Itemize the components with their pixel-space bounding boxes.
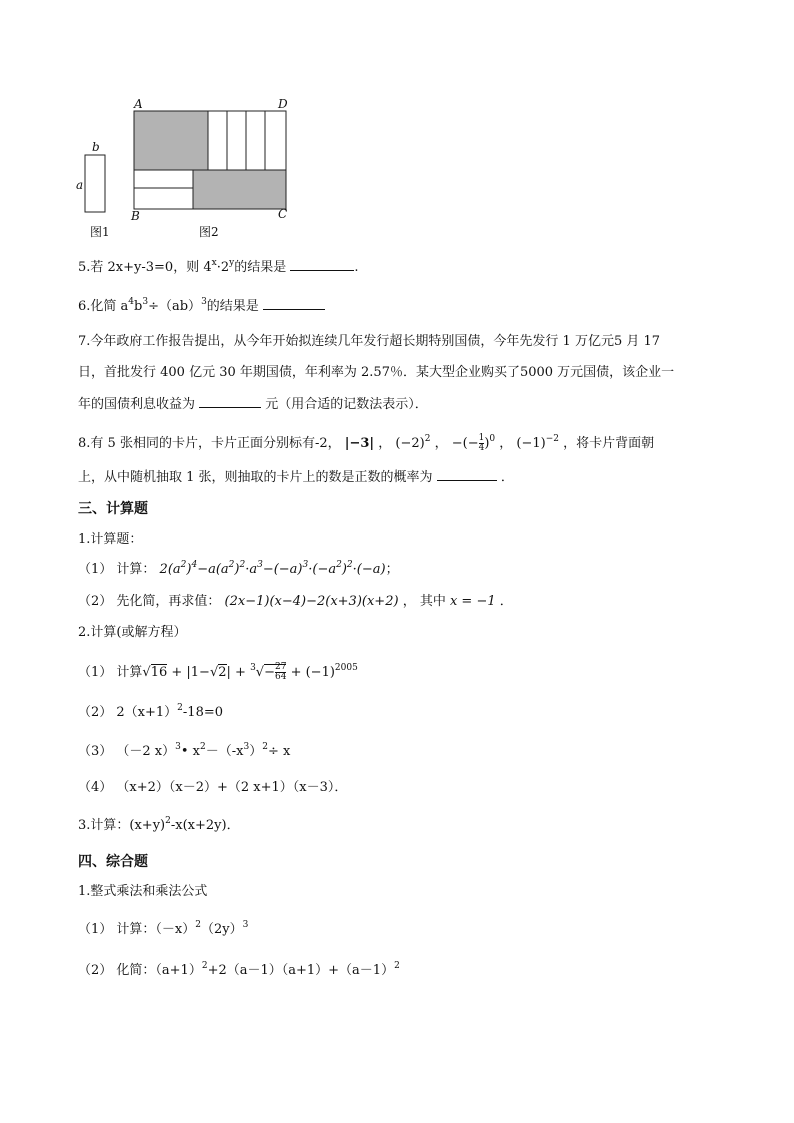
caption-figure2: 图2 bbox=[199, 225, 219, 239]
figure-rectangles bbox=[70, 92, 310, 242]
label-D: D bbox=[278, 97, 288, 111]
section-3-title: 三、计算题 bbox=[78, 501, 148, 517]
label-b: b bbox=[92, 140, 100, 154]
answer-blank-5[interactable] bbox=[290, 258, 354, 271]
s3-q2-part3: （3） （－2 x）$^3$• $x^2-(-x^3)^2\div x$ bbox=[78, 742, 291, 759]
answer-blank-6[interactable] bbox=[263, 297, 325, 310]
label-B: B bbox=[131, 209, 140, 223]
figure1-rectangle bbox=[85, 155, 105, 212]
s3-q2-title: 2.计算(或解方程） bbox=[78, 625, 187, 640]
figure2-shaded-top-left bbox=[134, 111, 208, 170]
s3-q1-title: 1.计算题： bbox=[78, 532, 143, 547]
s3-q1-part1: （1） 计算： $2(a^2)^4-a(a^2)^2\cdot a^3-(-a)^3\cdot(-a^2)^2\cdot(-a)$； bbox=[78, 560, 399, 577]
s3-q2-part2: （2） $2(x+1)^2-18=0$ bbox=[78, 703, 224, 720]
question-7-line1: 7.今年政府工作报告提出，从今年开始拟连续几年发行超长期特别国债，今年先发行 1 万亿元5 月 17 bbox=[78, 334, 661, 349]
label-C: C bbox=[278, 207, 288, 221]
caption-figure1: 图1 bbox=[90, 225, 110, 239]
answer-blank-8[interactable] bbox=[437, 468, 497, 481]
question-8-line1: 8.有 5 张相同的卡片，卡片正面分别标有-2， |−3| ， $(-2)^2$ ， −(− $\frac{1}{4}$ )$^0$ ， $(-1)^{-2}$ ，将卡片背面朝 bbox=[78, 433, 655, 453]
figure2-shaded-bottom-right bbox=[193, 170, 286, 209]
question-5: 5.若 2x+y-3=0，则 $4^x\cdot 2^y$的结果是 . bbox=[78, 258, 359, 275]
question-7-line3: 年的国债利息收益为 元（用合适的记数法表示）． bbox=[78, 397, 428, 412]
section-4-title: 四、综合题 bbox=[78, 854, 148, 870]
s3-q2-part4: （4） （x+2）（x－2）+（2 x+1）（x－3）． bbox=[78, 780, 348, 795]
s3-q2-part1: （1） 计算√16 + |1−√2| + $^3$√− $\frac{27}{64}$ + $(-1)^{2005}$ bbox=[78, 662, 358, 682]
s3-q3: 3.计算：$(x+y)^2-x(x+2y)$． bbox=[78, 816, 240, 833]
question-6: 6.化简 $a^4b^3\div(ab)^3$的结果是 bbox=[78, 297, 325, 315]
answer-blank-7[interactable] bbox=[199, 395, 261, 408]
s4-q1-part2: （2） 化简：$(a+1)^2+2(a-1)(a+1)+(a-1)^2$ bbox=[78, 961, 400, 978]
label-A: A bbox=[134, 97, 143, 111]
label-a: a bbox=[76, 178, 84, 192]
s3-q1-part2: （2） 先化简，再求值： (2x−1)(x−4)−2(x+3)(x+2) ， 其中 x = −1 ． bbox=[78, 594, 513, 609]
question-7-line2: 日，首批发行 400 亿元 30 年期国债，年利率为 2.57％．某大型企业购买了5000 万元国债，该企业一 bbox=[78, 365, 675, 380]
s4-q1-part1: （1） 计算：$(-x)^2(2y)^3$ bbox=[78, 920, 249, 937]
s4-q1-title: 1.整式乘法和乘法公式 bbox=[78, 884, 208, 899]
question-8-line2: 上，从中随机抽取 1 张，则抽取的卡片上的数是正数的概率为 ． bbox=[78, 470, 514, 485]
